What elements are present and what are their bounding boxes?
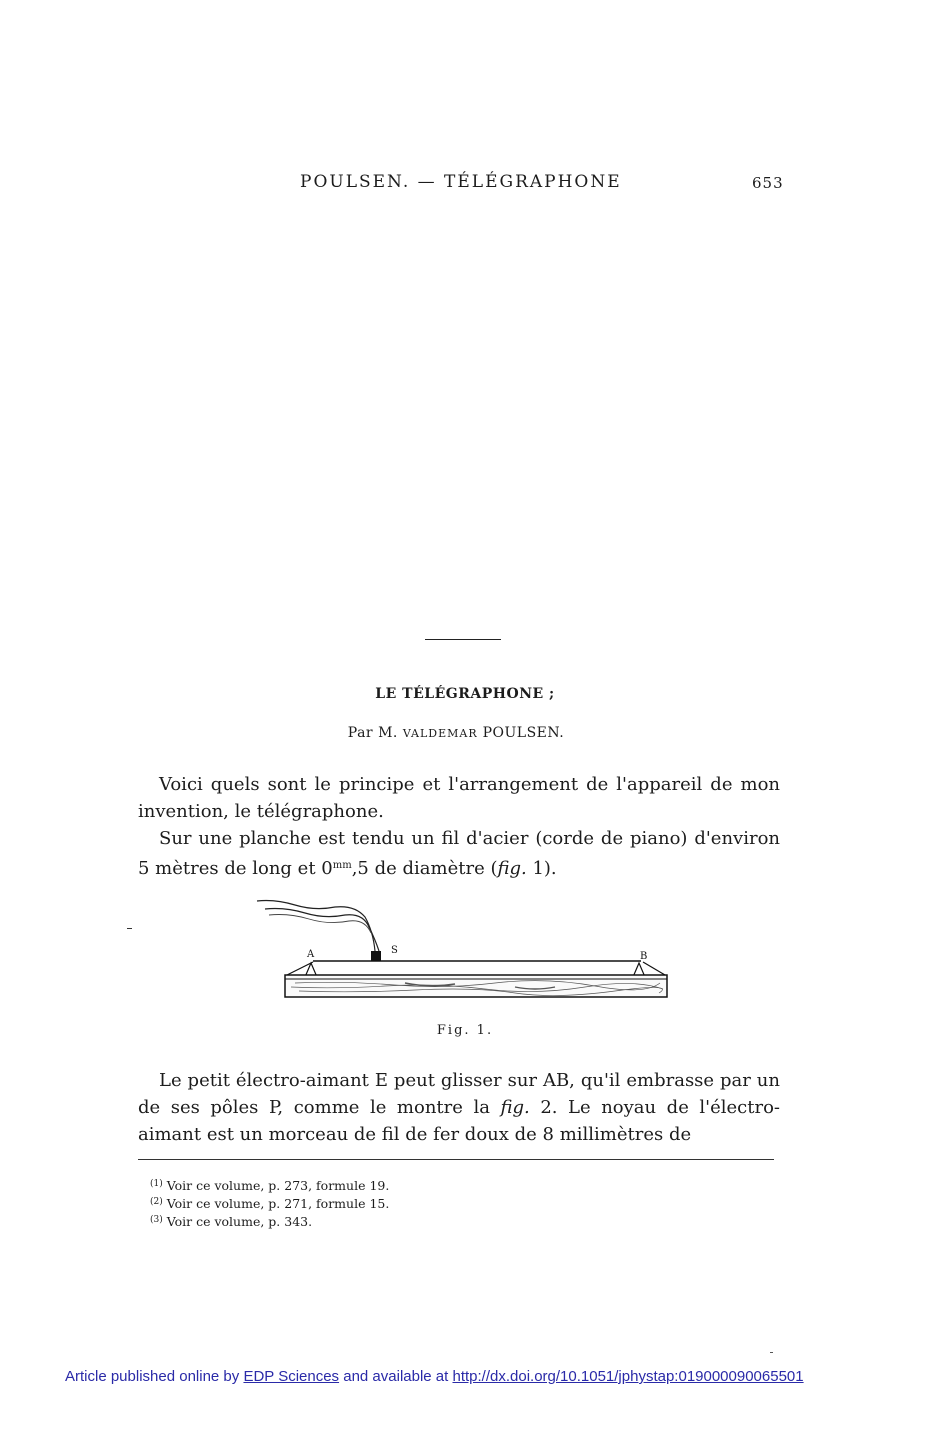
figure-1-illustration (255, 895, 675, 1005)
footnote-2 (150, 1194, 389, 1212)
publisher-link[interactable]: EDP Sciences (243, 1368, 340, 1385)
footnote-1 (150, 1176, 389, 1194)
figure-reference-2: fig. (500, 1097, 530, 1118)
paragraph-2-text-b: ,5 de diamètre ( (351, 858, 498, 879)
figure-caption: Fig. 1. (436, 1023, 494, 1038)
figure-reference: fig. (497, 858, 527, 879)
running-title: POULSEN. — TÉLÉGRAPHONE (300, 172, 622, 192)
banner-text-2: and available at (339, 1368, 453, 1385)
paragraph-2 (138, 825, 780, 882)
doi-link[interactable]: http://dx.doi.org/10.1051/jphystap:019000090065501 (452, 1368, 804, 1385)
footnotes (150, 1176, 389, 1230)
footnote-text: Voir ce volume, p. 273, formule 19. (166, 1178, 390, 1193)
electromagnet (371, 951, 381, 961)
footnote-mark: (1) (150, 1179, 163, 1189)
wooden-board (285, 975, 667, 997)
scan-speck (770, 1352, 773, 1353)
author-first-name: VALDEMAR (402, 727, 478, 740)
lead-wire-3 (269, 915, 371, 934)
byline-prefix: Par M. (347, 725, 398, 741)
margin-mark (127, 928, 132, 929)
footnote-3 (150, 1212, 389, 1230)
paragraph-3 (138, 1067, 780, 1148)
paragraph-3-text-a: Le petit électro-aimant E peut glisser sur AB, qu'il embrasse par un de ses pôles P, comme le montre la (138, 1070, 780, 1118)
author-last-name: POULSEN. (482, 725, 565, 741)
section-divider (425, 639, 501, 640)
paragraph-1: Voici quels sont le principe et l'arrangement de l'appareil de mon invention, le télégraphone. (138, 774, 780, 822)
publication-banner (65, 1368, 804, 1385)
label-a: A (307, 949, 315, 960)
label-b: B (640, 951, 648, 962)
article-byline (0, 725, 912, 741)
footnote-mark: (2) (150, 1197, 163, 1207)
page-number: 653 (752, 174, 784, 192)
unit-superscript: mm (332, 860, 352, 871)
footnote-rule (138, 1159, 774, 1160)
footnote-text: Voir ce volume, p. 343. (166, 1214, 313, 1229)
label-e: S (391, 945, 398, 956)
article-title: LE TÉLÉGRAPHONE ; (375, 686, 555, 702)
paragraph-2-text-a: Sur une planche est tendu un fil d'acier (corde de piano) d'environ 5 mètres de long et 0 (138, 828, 780, 879)
body-intro (138, 771, 780, 882)
banner-text-1: Article published online by (65, 1368, 244, 1385)
footnote-mark: (3) (150, 1215, 163, 1225)
footnote-text: Voir ce volume, p. 271, formule 15. (166, 1196, 390, 1211)
paragraph-2-text-c: 1). (526, 858, 557, 879)
paragraph-3-text-b: 2. Le noyau de l'électro-aimant est un morceau de fil de fer doux de 8 millimètres de (138, 1097, 781, 1145)
body-continued (138, 1067, 780, 1148)
